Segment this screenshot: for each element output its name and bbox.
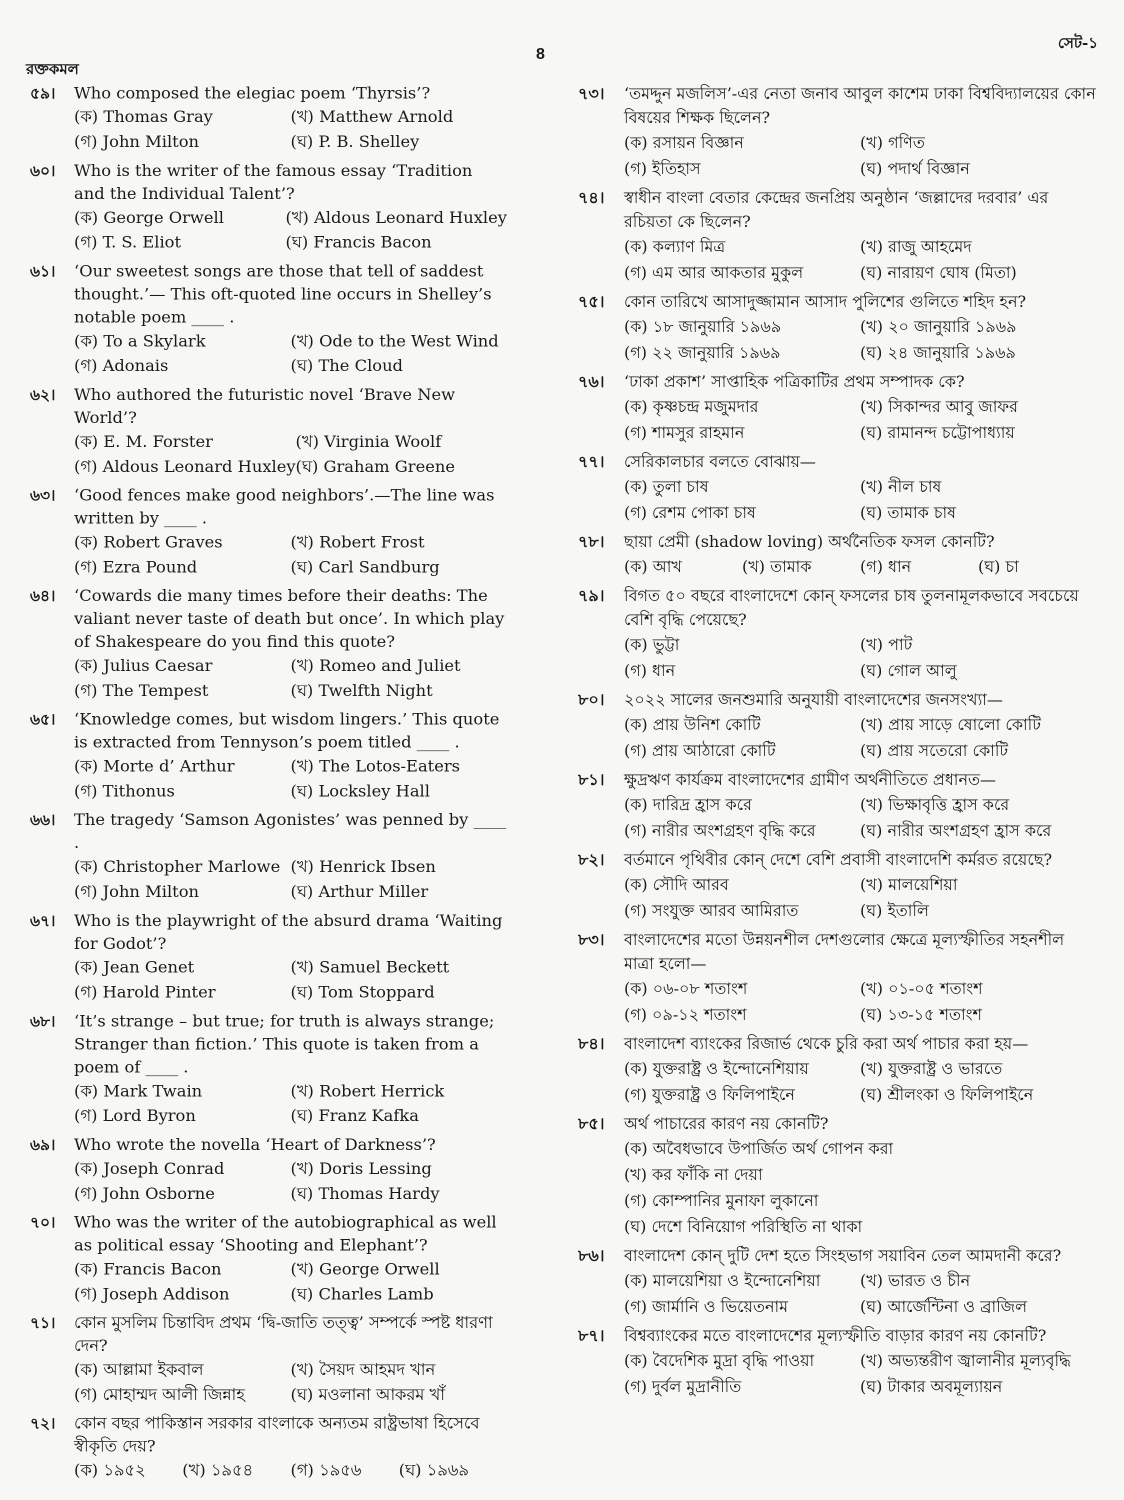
answer-option: (ক) বৈদেশিক মুদ্রা বৃদ্ধি পাওয়া bbox=[624, 1351, 815, 1370]
answer-option: (খ) ভিক্ষাবৃত্তি হ্রাস করে bbox=[860, 795, 1010, 814]
answer-options bbox=[624, 1136, 1096, 1240]
question-header bbox=[578, 450, 1096, 474]
answer-option: (খ) The Lotos-Eaters bbox=[290, 757, 460, 777]
question-item bbox=[578, 450, 1096, 526]
answer-option: (ঘ) Locksley Hall bbox=[290, 782, 430, 802]
question-text: Who is the playwright of the absurd drama ‘Waiting for Godot’? bbox=[74, 911, 503, 954]
answer-option: (ঘ) টাকার অবমূল্যায়ন bbox=[860, 1377, 1003, 1396]
question-text: কোন বছর পাকিস্তান সরকার বাংলাকে অন্যতম রাষ্ট্রভাষা হিসেবে স্বীকৃতি দেয়? bbox=[74, 1414, 480, 1457]
question-text: বর্তমানে পৃথিবীর কোন্ দেশে বেশি প্রবাসী বাংলাদেশি কর্মরত রয়েছে? bbox=[624, 850, 1053, 869]
answer-options bbox=[624, 314, 1096, 366]
question-number: ৫৯। bbox=[30, 83, 56, 103]
question-item bbox=[578, 82, 1096, 182]
set-label: সেট-১ bbox=[1057, 34, 1098, 52]
question-text: Who composed the elegiac poem ‘Thyrsis’? bbox=[74, 83, 431, 104]
question-item bbox=[30, 585, 507, 704]
question-item bbox=[578, 768, 1096, 844]
answer-option: (ক) E. M. Forster bbox=[74, 432, 213, 452]
page-number: 8 bbox=[536, 46, 545, 63]
answer-option: (খ) ভারত ও চীন bbox=[860, 1271, 971, 1290]
question-text: ‘Good fences make good neighbors’.—The line was written by ____ . bbox=[74, 486, 495, 529]
answer-option: (ঘ) Twelfth Night bbox=[290, 681, 433, 701]
answer-option: (খ) Samuel Beckett bbox=[290, 958, 450, 978]
question-item bbox=[30, 82, 507, 155]
answer-option: (খ) যুক্তরাষ্ট্র ও ভারতে bbox=[860, 1059, 1003, 1078]
answer-option: (ক) যুক্তরাষ্ট্র ও ইন্দোনেশিয়ায় bbox=[624, 1059, 809, 1078]
answer-option: (গ) Joseph Addison bbox=[74, 1284, 230, 1305]
answer-option: (ঘ) Francis Bacon bbox=[285, 233, 432, 253]
question-number: ৮১। bbox=[578, 770, 605, 789]
answer-option: (খ) Aldous Leonard Huxley bbox=[285, 208, 507, 228]
answer-option: (ক) Francis Bacon bbox=[74, 1260, 222, 1280]
answer-option: (গ) Harold Pinter bbox=[74, 983, 216, 1003]
question-text: The tragedy ‘Samson Agonistes’ was penned by ____ . bbox=[74, 810, 507, 854]
answer-option: (গ) শামসুর রাহমান bbox=[624, 423, 745, 442]
answer-option: (ক) ১৮ জানুয়ারি ১৯৬৯ bbox=[624, 317, 782, 336]
question-header bbox=[578, 290, 1096, 314]
answer-option: (ক) রসায়ন বিজ্ঞান bbox=[624, 133, 744, 152]
answer-option: (গ) সংযুক্ত আরব আমিরাত bbox=[624, 901, 799, 920]
answer-option: (ঘ) তামাক চাষ bbox=[860, 503, 956, 522]
question-number: ৬১। bbox=[30, 262, 56, 281]
question-text: বাংলাদেশের মতো উন্নয়নশীল দেশগুলোর ক্ষেত্রে মূল্যস্ফীতির সহনশীল মাত্রা হলো— bbox=[624, 930, 1065, 973]
set-name: রক্তকমল bbox=[26, 60, 79, 78]
answer-option: (খ) Virginia Woolf bbox=[295, 432, 442, 452]
question-header bbox=[578, 848, 1096, 872]
question-number: ৭৪। bbox=[578, 188, 605, 207]
question-header bbox=[30, 260, 507, 329]
question-text: Who was the writer of the autobiographical as well as political essay ‘Shooting and Elephant’? bbox=[74, 1213, 497, 1256]
answer-options bbox=[624, 474, 1096, 526]
question-item bbox=[578, 584, 1096, 684]
question-number: ৬৪। bbox=[30, 586, 56, 605]
answer-option: (ঘ) ১৯৬৯ bbox=[398, 1461, 469, 1481]
question-item bbox=[30, 910, 507, 1006]
question-text: ‘Cowards die many times before their deaths: The valiant never taste of death but once’. In which play of Shakespeare do you find this quote? bbox=[74, 586, 505, 652]
answer-option: (ঘ) চা bbox=[978, 557, 1019, 576]
answer-option: (গ) John Osborne bbox=[74, 1184, 215, 1204]
answer-options bbox=[624, 872, 1096, 924]
question-header bbox=[578, 584, 1096, 632]
answer-option: (খ) Robert Herrick bbox=[290, 1081, 445, 1102]
answer-option: (খ) প্রায় সাড়ে ষোলো কোটি bbox=[860, 715, 1041, 734]
answer-option: (ঘ) ১৩-১৫ শতাংশ bbox=[860, 1005, 982, 1024]
answer-option: (ঘ) Franz Kafka bbox=[290, 1106, 419, 1126]
left-question-column bbox=[30, 82, 507, 1488]
question-number: ৭৮। bbox=[578, 532, 605, 551]
answer-option: (ক) To a Skylark bbox=[74, 331, 206, 352]
answer-option: (ক) Jean Genet bbox=[74, 958, 195, 978]
question-header bbox=[30, 910, 507, 956]
question-number: ৭২। bbox=[30, 1414, 56, 1433]
question-number: ৬৯। bbox=[30, 1135, 56, 1154]
question-number: ৭৭। bbox=[578, 452, 605, 471]
answer-option: (ঘ) দেশে বিনিয়োগ পরিস্থিতি না থাকা bbox=[624, 1217, 863, 1236]
answer-option: (খ) ২০ জানুয়ারি ১৯৬৯ bbox=[860, 317, 1017, 336]
question-number: ৮৭। bbox=[578, 1326, 605, 1345]
question-number: ৬৫। bbox=[30, 710, 56, 729]
answer-options bbox=[624, 976, 1096, 1028]
question-text: ‘Knowledge comes, but wisdom lingers.’ This quote is extracted from Tennyson’s poem titled ____ . bbox=[74, 710, 500, 753]
question-item bbox=[30, 384, 507, 480]
question-text: ‘তমদ্দুন মজলিস’-এর নেতা জনাব আবুল কাশেম ঢাকা বিশ্ববিদ্যালয়ের কোন বিষয়ের শিক্ষক ছিলেন? bbox=[624, 84, 1096, 127]
question-text: ছায়া প্রেমী (shadow loving) অর্থনৈতিক ফসল কোনটি? bbox=[624, 532, 995, 551]
question-item bbox=[30, 160, 507, 256]
question-header bbox=[30, 1211, 507, 1257]
answer-option: (ঘ) Graham Greene bbox=[295, 457, 455, 477]
question-header bbox=[578, 1112, 1096, 1136]
question-item bbox=[578, 928, 1096, 1028]
question-text: অর্থ পাচারের কারণ নয় কোনটি? bbox=[624, 1114, 829, 1133]
answer-option: (গ) মোহাম্মদ আলী জিন্নাহ bbox=[74, 1385, 245, 1405]
answer-option: (ঘ) মওলানা আকরম খাঁ bbox=[290, 1385, 445, 1405]
question-item bbox=[578, 688, 1096, 764]
question-text: বিগত ৫০ বছরে বাংলাদেশে কোন্ ফসলের চাষ তুলনামূলকভাবে সবচেয়ে বেশি বৃদ্ধি পেয়েছে? bbox=[624, 586, 1079, 629]
answer-option: (ক) ১৯৫২ bbox=[74, 1461, 146, 1481]
answer-option: (ক) ০৬-০৮ শতাংশ bbox=[624, 979, 748, 998]
question-item bbox=[578, 848, 1096, 924]
answer-options bbox=[74, 754, 507, 804]
answer-options bbox=[74, 1079, 507, 1129]
question-number: ৬৩। bbox=[30, 486, 56, 505]
answer-options bbox=[624, 130, 1096, 182]
question-text: কোন মুসলিম চিন্তাবিদ প্রথম ‘দ্বি-জাতি তত্ত্ব’ সম্পর্কে স্পষ্ট ধারণা দেন? bbox=[74, 1313, 493, 1356]
answer-option: (ক) Mark Twain bbox=[74, 1081, 203, 1102]
question-item bbox=[30, 1211, 507, 1307]
answer-option: (খ) নীল চাষ bbox=[860, 477, 942, 496]
question-number: ৭৫। bbox=[578, 292, 605, 311]
answer-option: (ক) George Orwell bbox=[74, 208, 224, 228]
answer-option: (ক) Morte d’ Arthur bbox=[74, 757, 235, 777]
question-text: স্বাধীন বাংলা বেতার কেন্দ্রের জনপ্রিয় অনুষ্ঠান ‘জল্লাদের দরবার’ এর রচিয়তা কে ছিলেন? bbox=[624, 188, 1049, 231]
answer-option: (খ) George Orwell bbox=[290, 1260, 440, 1280]
answer-option: (ঘ) আর্জেন্টিনা ও ব্রাজিল bbox=[860, 1297, 1027, 1316]
question-header bbox=[578, 1032, 1096, 1056]
answer-options bbox=[624, 554, 1096, 580]
answer-option: (ঘ) পদার্থ বিজ্ঞান bbox=[860, 159, 970, 178]
question-item bbox=[30, 1412, 507, 1483]
question-item bbox=[578, 1324, 1096, 1400]
answer-option: (খ) কর ফাঁকি না দেয়া bbox=[624, 1165, 763, 1184]
answer-option: (গ) ইতিহাস bbox=[624, 159, 701, 178]
question-item bbox=[30, 260, 507, 379]
answer-option: (গ) Adonais bbox=[74, 356, 169, 377]
question-header bbox=[30, 82, 507, 105]
question-number: ৭০। bbox=[30, 1213, 56, 1232]
answer-options bbox=[74, 654, 507, 704]
answer-option: (ক) তুলা চাষ bbox=[624, 477, 709, 496]
question-text: বাংলাদেশ ব্যাংকের রিজার্ভ থেকে চুরি করা অর্থ পাচার করা হয়— bbox=[624, 1034, 1029, 1053]
answer-option: (ঘ) Arthur Miller bbox=[290, 882, 429, 902]
answer-option: (ঘ) রামানন্দ চট্টোপাধ্যায় bbox=[860, 423, 1015, 442]
question-header bbox=[578, 1324, 1096, 1348]
answer-option: (খ) পাট bbox=[860, 635, 913, 654]
answer-option: (ঘ) নারায়ণ ঘোষ (মিতা) bbox=[860, 263, 1017, 282]
question-header bbox=[578, 82, 1096, 130]
answer-option: (ঘ) Charles Lamb bbox=[290, 1284, 434, 1305]
answer-option: (ক) দারিদ্র হ্রাস করে bbox=[624, 795, 752, 814]
answer-option: (গ) Ezra Pound bbox=[74, 558, 198, 578]
answer-options bbox=[74, 1157, 507, 1207]
answer-option: (ঘ) ২৪ জানুয়ারি ১৯৬৯ bbox=[860, 343, 1016, 362]
answer-options bbox=[624, 394, 1096, 446]
answer-option: (গ) ১৯৫৬ bbox=[290, 1461, 362, 1481]
answer-option: (খ) সৈয়দ আহমদ খান bbox=[290, 1360, 436, 1380]
answer-option: (গ) ০৯-১২ শতাংশ bbox=[624, 1005, 747, 1024]
answer-option: (ক) আখ bbox=[624, 557, 682, 576]
question-text: বিশ্বব্যাংকের মতে বাংলাদেশের মূল্যস্ফীতি বাড়ার কারণ নয় কোনটি? bbox=[624, 1326, 1047, 1345]
question-item bbox=[30, 809, 507, 905]
question-text: ‘Our sweetest songs are those that tell of saddest thought.’— This oft-quoted line occurs in Shelley’s notable poem ____ . bbox=[74, 262, 492, 328]
question-header bbox=[30, 1134, 507, 1157]
answer-option: (ক) কল্যাণ মিত্র bbox=[624, 237, 726, 256]
answer-option: (ঘ) The Cloud bbox=[290, 356, 403, 377]
question-item bbox=[578, 1032, 1096, 1108]
question-text: Who wrote the novella ‘Heart of Darkness’? bbox=[74, 1135, 436, 1155]
question-number: ৮০। bbox=[578, 690, 605, 709]
question-number: ৮২। bbox=[578, 850, 605, 869]
question-text: ‘It’s strange – but true; for truth is always strange; Stranger than fiction.’ This quote is taken from a poem of ____ . bbox=[74, 1011, 495, 1078]
answer-option: (ক) আল্লামা ইকবাল bbox=[74, 1360, 204, 1380]
answer-option: (ঘ) শ্রীলংকা ও ফিলিপাইনে bbox=[860, 1085, 1034, 1104]
answer-options bbox=[624, 1056, 1096, 1108]
question-header bbox=[30, 585, 507, 654]
answer-option: (খ) গণিত bbox=[860, 133, 925, 152]
question-text: সেরিকালচার বলতে বোঝায়— bbox=[624, 452, 816, 471]
answer-option: (খ) অভ্যন্তরীণ জ্বালানীর মূল্যবৃদ্ধি bbox=[860, 1351, 1071, 1370]
answer-options bbox=[624, 712, 1096, 764]
question-header bbox=[30, 160, 507, 206]
answer-options bbox=[74, 206, 507, 256]
answer-options bbox=[74, 855, 507, 905]
answer-option: (খ) Romeo and Juliet bbox=[290, 656, 461, 676]
answer-options bbox=[74, 105, 507, 155]
answer-option: (ঘ) P. B. Shelley bbox=[290, 132, 420, 152]
answer-options bbox=[74, 1358, 507, 1408]
answer-option: (গ) কোম্পানির মুনাফা লুকানো bbox=[624, 1191, 819, 1210]
answer-option: (ঘ) নারীর অংশগ্রহণ হ্রাস করে bbox=[860, 821, 1052, 840]
answer-option: (খ) Ode to the West Wind bbox=[290, 331, 499, 352]
answer-option: (খ) Matthew Arnold bbox=[290, 107, 454, 128]
question-header bbox=[578, 1244, 1096, 1268]
answer-option: (ক) প্রায় উনিশ কোটি bbox=[624, 715, 761, 734]
answer-option: (ক) Christopher Marlowe bbox=[74, 857, 281, 877]
question-text: কোন তারিখে আসাদুজ্জামান আসাদ পুলিশের গুলিতে শহিদ হন? bbox=[624, 292, 1027, 311]
question-number: ৮৪। bbox=[578, 1034, 605, 1053]
answer-option: (খ) তামাক bbox=[742, 557, 812, 576]
answer-options bbox=[624, 632, 1096, 684]
answer-option: (ঘ) Carl Sandburg bbox=[290, 558, 440, 578]
question-header bbox=[30, 484, 507, 530]
answer-options bbox=[624, 234, 1096, 286]
answer-options bbox=[74, 1257, 507, 1307]
question-number: ৬৭। bbox=[30, 911, 56, 930]
answer-options bbox=[74, 1458, 507, 1483]
question-item bbox=[30, 708, 507, 804]
question-number: ৬২। bbox=[30, 385, 56, 404]
answer-option: (ক) সৌদি আরব bbox=[624, 875, 729, 894]
answer-option: (গ) ২২ জানুয়ারি ১৯৬৯ bbox=[624, 343, 781, 362]
answer-option: (ঘ) ইতালি bbox=[860, 901, 929, 920]
question-item bbox=[30, 484, 507, 580]
question-header bbox=[30, 1312, 507, 1358]
answer-option: (খ) Doris Lessing bbox=[290, 1159, 432, 1179]
answer-option: (ক) Robert Graves bbox=[74, 533, 223, 553]
answer-option: (খ) মালয়েশিয়া bbox=[860, 875, 958, 894]
answer-option: (ক) Thomas Gray bbox=[74, 107, 213, 128]
answer-options bbox=[624, 1348, 1096, 1400]
question-number: ৬৮। bbox=[30, 1011, 56, 1031]
question-item bbox=[578, 186, 1096, 286]
answer-option: (খ) ১৯৫৪ bbox=[182, 1461, 254, 1481]
question-header bbox=[30, 708, 507, 754]
question-number: ৭৬। bbox=[578, 372, 605, 391]
answer-option: (গ) নারীর অংশগ্রহণ বৃদ্ধি করে bbox=[624, 821, 816, 840]
answer-option: (গ) Lord Byron bbox=[74, 1106, 196, 1126]
answer-option: (ঘ) গোল আলু bbox=[860, 661, 957, 680]
question-number: ৭১। bbox=[30, 1313, 56, 1332]
question-item bbox=[578, 290, 1096, 366]
question-item bbox=[578, 530, 1096, 580]
question-text: Who is the writer of the famous essay ‘Tradition and the Individual Talent’? bbox=[74, 161, 473, 204]
question-text: ক্ষুদ্রঋণ কার্যক্রম বাংলাদেশের গ্রামীণ অর্থনীতিতে প্রধানত— bbox=[624, 770, 997, 789]
answer-options bbox=[624, 792, 1096, 844]
question-number: ৭৯। bbox=[578, 586, 605, 605]
question-text: বাংলাদেশ কোন্ দুটি দেশ হতে সিংহভাগ সয়াবিন তেল আমদানী করে? bbox=[624, 1246, 1062, 1265]
answer-option: (ঘ) প্রায় সতেরো কোটি bbox=[860, 741, 1009, 760]
question-text: ২০২২ সালের জনশুমারি অনুযায়ী বাংলাদেশের জনসংখ্যা— bbox=[624, 690, 1003, 709]
right-question-column bbox=[578, 82, 1096, 1404]
answer-option: (গ) ধান bbox=[624, 661, 676, 680]
question-item bbox=[578, 370, 1096, 446]
answer-options bbox=[74, 430, 507, 480]
answer-option: (গ) Aldous Leonard Huxley bbox=[74, 457, 296, 477]
question-number: ৮৫। bbox=[578, 1114, 605, 1133]
answer-option: (ক) Julius Caesar bbox=[74, 656, 213, 676]
question-item bbox=[578, 1244, 1096, 1320]
answer-option: (ঘ) Thomas Hardy bbox=[290, 1184, 440, 1204]
question-item bbox=[578, 1112, 1096, 1240]
question-item bbox=[30, 1134, 507, 1207]
question-item bbox=[30, 1312, 507, 1408]
answer-option: (গ) দুর্বল মুদ্রানীতি bbox=[624, 1377, 742, 1396]
answer-option: (গ) The Tempest bbox=[74, 681, 209, 701]
answer-option: (ক) মালয়েশিয়া ও ইন্দোনেশিয়া bbox=[624, 1271, 821, 1290]
answer-option: (গ) জার্মানি ও ভিয়েতনাম bbox=[624, 1297, 789, 1316]
question-header bbox=[30, 1412, 507, 1458]
question-number: ৮৩। bbox=[578, 930, 605, 949]
question-number: ৬০। bbox=[30, 161, 56, 180]
question-header bbox=[578, 186, 1096, 234]
answer-options bbox=[624, 1268, 1096, 1320]
answer-option: (গ) রেশম পোকা চাষ bbox=[624, 503, 756, 522]
question-number: ৭৩। bbox=[578, 84, 605, 103]
answer-option: (খ) ০১-০৫ শতাংশ bbox=[860, 979, 983, 998]
answer-option: (খ) সিকান্দর আবু জাফর bbox=[860, 397, 1018, 416]
answer-option: (গ) এম আর আকতার মুকুল bbox=[624, 263, 804, 282]
answer-option: (খ) Robert Frost bbox=[290, 533, 425, 553]
question-header bbox=[30, 384, 507, 430]
answer-option: (খ) রাজু আহমেদ bbox=[860, 237, 972, 256]
answer-options bbox=[74, 329, 507, 379]
answer-option: (ক) অবৈধভাবে উপার্জিত অর্থ গোপন করা bbox=[624, 1139, 894, 1158]
answer-option: (গ) ধান bbox=[860, 557, 912, 576]
question-text: ‘ঢাকা প্রকাশ’ সাপ্তাহিক পত্রিকাটির প্রথম সম্পাদক কে? bbox=[624, 372, 965, 391]
answer-option: (গ) প্রায় আঠারো কোটি bbox=[624, 741, 776, 760]
answer-option: (ক) কৃষ্ণচন্দ্র মজুমদার bbox=[624, 397, 759, 416]
answer-option: (খ) Henrick Ibsen bbox=[290, 857, 436, 877]
question-header bbox=[578, 928, 1096, 976]
question-header bbox=[578, 768, 1096, 792]
answer-options bbox=[74, 955, 507, 1005]
answer-option: (গ) Tithonus bbox=[74, 782, 175, 802]
answer-options bbox=[74, 530, 507, 580]
question-header bbox=[578, 370, 1096, 394]
question-header bbox=[578, 688, 1096, 712]
question-number: ৬৬। bbox=[30, 810, 56, 830]
question-header bbox=[30, 809, 507, 855]
question-text: Who authored the futuristic novel ‘Brave New World’? bbox=[74, 385, 456, 428]
question-number: ৮৬। bbox=[578, 1246, 605, 1265]
question-item bbox=[30, 1010, 507, 1129]
question-header bbox=[30, 1010, 507, 1079]
answer-option: (ক) Joseph Conrad bbox=[74, 1159, 225, 1179]
answer-option: (গ) John Milton bbox=[74, 882, 200, 902]
answer-option: (গ) John Milton bbox=[74, 132, 200, 152]
answer-option: (ক) ভুট্টা bbox=[624, 635, 680, 654]
answer-option: (গ) যুক্তরাষ্ট্র ও ফিলিপাইনে bbox=[624, 1085, 795, 1104]
answer-option: (গ) T. S. Eliot bbox=[74, 233, 181, 253]
answer-option: (ঘ) Tom Stoppard bbox=[290, 983, 435, 1003]
question-header bbox=[578, 530, 1096, 554]
